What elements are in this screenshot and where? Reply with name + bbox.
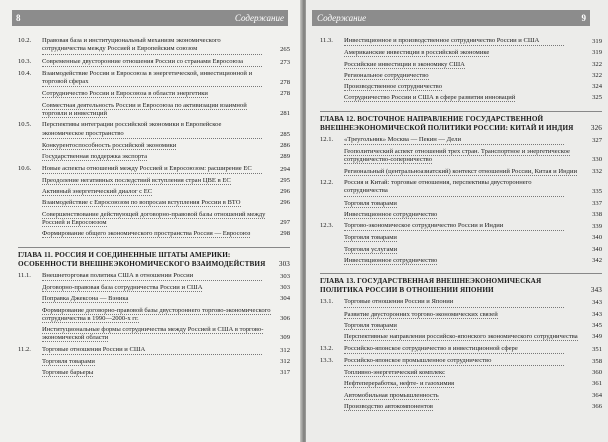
toc-subsection-entry[interactable] <box>18 369 290 377</box>
section-number: 11.2. <box>18 345 31 353</box>
toc-subsection-entry[interactable] <box>18 142 290 150</box>
page-ref: 358 <box>592 357 602 365</box>
page-ref: 285 <box>280 130 290 138</box>
toc-subsection-entry[interactable] <box>18 230 290 238</box>
section-number: 11.3. <box>320 37 333 44</box>
subsection-title: Поправка Джексона — Вэника <box>42 295 129 303</box>
right-toc <box>320 34 602 411</box>
section-number: 11.1. <box>18 271 31 279</box>
page-ref: 342 <box>592 257 602 265</box>
section-number: 13.3. <box>320 356 334 364</box>
page-ref: 303 <box>280 283 290 291</box>
section-title: Торгово-экономическое сотрудничество России и Индии <box>344 222 564 231</box>
subsection-title: Конкурентоспособность российской экономики <box>42 141 177 149</box>
page-ref: 343 <box>592 299 602 307</box>
header-title: Содержание <box>317 13 367 23</box>
section-title: «Треугольник» Москва — Пекин — Дели <box>344 136 564 145</box>
section-title: Новые аспекты отношений между Россией и Евросоюзом: расширение ЕС <box>42 165 262 174</box>
toc-subsection-entry[interactable] <box>18 153 290 161</box>
section-number: 10.4. <box>18 69 32 77</box>
toc-subsection-entry[interactable] <box>18 307 290 324</box>
page-number: 8 <box>16 13 21 23</box>
toc-subsection-entry[interactable] <box>320 49 602 57</box>
subsection-title: Сотрудничество России и Евросоюза в области энергетики <box>42 90 208 98</box>
left-page <box>0 0 302 442</box>
left-page-header <box>12 10 288 26</box>
page-ref: 295 <box>280 176 290 184</box>
toc-subsection-entry[interactable] <box>18 90 290 98</box>
left-toc <box>18 34 290 378</box>
page-ref: 343 <box>592 310 602 318</box>
subsection-title: Институциональные формы сотрудничества между Россией и США в торгово-экономической области <box>42 326 264 342</box>
toc-chapter-heading[interactable] <box>320 111 602 133</box>
page-ref: 340 <box>592 245 602 253</box>
toc-subsection-entry[interactable] <box>320 83 602 91</box>
page-ref: 303 <box>278 259 290 268</box>
toc-section-entry[interactable] <box>18 272 290 281</box>
page-ref: 312 <box>280 346 290 354</box>
section-title: Российско-японское промышленное сотрудничество <box>344 357 564 366</box>
page-ref: 340 <box>592 234 602 242</box>
page-ref: 306 <box>280 314 290 322</box>
section-title: Современные двусторонние отношения России со странами Евросоюза <box>42 58 262 67</box>
subsection-title: Совершенствование действующей договорно-правовой базы отношений между Россией и Евросоюзом <box>42 210 266 227</box>
toc-subsection-entry[interactable] <box>320 200 602 208</box>
toc-chapter-heading[interactable] <box>18 247 290 269</box>
toc-section-entry[interactable] <box>18 346 290 355</box>
toc-subsection-entry[interactable] <box>18 326 290 343</box>
page-ref: 330 <box>592 156 602 164</box>
toc-subsection-entry[interactable] <box>18 199 290 207</box>
section-title: Инвестиционное и производственное сотрудничество России и США <box>344 37 564 46</box>
subsection-title: Производство автокомпонентов <box>344 403 434 411</box>
page-ref: 297 <box>280 219 290 227</box>
subsection-title: Развитие двусторонних торгово-экономических связей <box>344 310 498 318</box>
section-title: Торговые отношения России и США <box>42 346 262 355</box>
page-ref: 332 <box>592 167 602 175</box>
page-ref: 327 <box>592 136 602 144</box>
toc-subsection-entry[interactable] <box>320 369 602 377</box>
page-ref: 294 <box>280 165 290 173</box>
page-ref: 286 <box>280 141 290 149</box>
toc-subsection-entry[interactable] <box>320 246 602 254</box>
subsection-title: Активный энергетический диалог с ЕС <box>42 188 153 196</box>
chapter-title: ГЛАВА 12. ВОСТОЧНОЕ НАПРАВЛЕНИЕ ГОСУДАРСТВЕННОЙ ВНЕШНЕЭКОНОМИЧЕСКОЙ ПОЛИТИКИ РОССИИ: КИТАЙ И ИНДИЯ <box>320 114 574 132</box>
page-ref: 309 <box>280 334 290 342</box>
subsection-title: Перспективные направления российско-японского экономического сотрудничества <box>344 333 578 341</box>
page-ref: 351 <box>592 345 602 353</box>
subsection-title: Американские инвестиции в российской экономике <box>344 49 490 57</box>
subsection-title: Геополитический аспект отношений трех стран. Транспортное и энергетическое сотрудничество-соперничество <box>344 148 570 164</box>
page-ref: 360 <box>592 369 602 377</box>
section-title: Перспективы интеграции российской экономики в Европейское экономическое пространство <box>42 121 262 139</box>
toc-section-entry[interactable] <box>320 136 602 145</box>
toc-section-entry[interactable] <box>320 37 602 46</box>
subsection-title: Топливно-энергетический комплекс <box>344 369 446 377</box>
section-number: 12.2. <box>320 178 334 186</box>
page-ref: 304 <box>280 295 290 303</box>
right-page-header <box>312 10 590 26</box>
subsection-title: Инвестиционное сотрудничество <box>344 257 438 265</box>
toc-section-entry[interactable] <box>18 37 290 55</box>
page-ref: 312 <box>280 358 290 366</box>
page-number: 9 <box>581 13 586 23</box>
toc-section-entry[interactable] <box>18 70 290 88</box>
section-title: Правовая база и институциональный механизм экономического сотрудничества между Россией и Европейским союзом <box>42 37 262 55</box>
subsection-title: Государственная поддержка экспорта <box>42 153 147 161</box>
subsection-title: Торговля товарами <box>42 358 95 366</box>
toc-chapter-heading[interactable] <box>320 273 602 295</box>
toc-section-entry[interactable] <box>320 345 602 354</box>
toc-section-entry[interactable] <box>320 298 602 307</box>
subsection-title: Преодоление негативных последствий вступления стран ЦВЕ в ЕС <box>42 176 231 184</box>
subsection-title: Взаимодействие с Евросоюзом по вопросам вступления России в ВТО <box>42 199 241 207</box>
page-ref: 296 <box>280 188 290 196</box>
page-ref: 335 <box>592 188 602 196</box>
section-number: 10.2. <box>18 37 32 44</box>
subsection-title: Торговые барьеры <box>42 369 94 377</box>
page-ref: 322 <box>592 60 602 68</box>
subsection-title: Производственное сотрудничество <box>344 83 443 91</box>
subsection-title: Инвестиционное сотрудничество <box>344 210 438 218</box>
page-ref: 303 <box>280 272 290 280</box>
subsection-title: Российские инвестиции в экономику США <box>344 60 465 68</box>
page-ref: 349 <box>592 333 602 341</box>
toc-subsection-entry[interactable] <box>18 284 290 292</box>
toc-subsection-entry[interactable] <box>18 102 290 119</box>
page-ref: 337 <box>592 199 602 207</box>
section-title: Внешнеторговая политика США в отношении России <box>42 272 262 281</box>
chapter-title: ГЛАВА 11. РОССИЯ И СОЕДИНЕННЫЕ ШТАТЫ АМЕРИКИ: ОСОБЕННОСТИ ВНЕШНЕЭКОНОМИЧЕСКОГО ВЗАИМОДЕЙСТВИЯ <box>18 250 266 268</box>
toc-subsection-entry[interactable] <box>320 168 602 176</box>
page-ref: 298 <box>280 230 290 238</box>
section-number: 12.3. <box>320 222 334 230</box>
section-number: 13.1. <box>320 298 334 306</box>
chapter-title: ГЛАВА 13. ГОСУДАРСТВЕННАЯ ВНЕШНЕЭКОНОМИЧЕСКАЯ ПОЛИТИКА РОССИИ В ОТНОШЕНИИ ЯПОНИИ <box>320 277 542 295</box>
subsection-title: Совместная деятельность России и Евросоюза по активизации взаимной торговли и инвестиций <box>42 101 247 118</box>
section-number: 10.3. <box>18 57 32 65</box>
page-ref: 273 <box>280 58 290 66</box>
toc-subsection-entry[interactable] <box>18 177 290 185</box>
toc-subsection-entry[interactable] <box>320 234 602 242</box>
toc-section-entry[interactable] <box>320 357 602 366</box>
subsection-title: Торговля товарами <box>344 199 397 207</box>
page-ref: 338 <box>592 210 602 218</box>
toc-subsection-entry[interactable] <box>18 295 290 303</box>
toc-subsection-entry[interactable] <box>320 322 602 330</box>
page-ref: 281 <box>280 110 290 118</box>
toc-section-entry[interactable] <box>18 121 290 139</box>
subsection-title: Формирование общего экономического пространства Россия — Евросоюз <box>42 230 251 238</box>
page-ref: 339 <box>592 223 602 231</box>
toc-subsection-entry[interactable] <box>320 148 602 165</box>
section-number: 13.2. <box>320 344 334 352</box>
subsection-title: Торговля услугами <box>344 245 398 253</box>
toc-section-entry[interactable] <box>320 222 602 231</box>
page-ref: 364 <box>592 391 602 399</box>
header-title: Содержание <box>234 13 284 23</box>
page-ref: 265 <box>280 46 290 54</box>
page-ref: 343 <box>590 286 602 295</box>
page-ref: 345 <box>592 321 602 329</box>
section-number: 10.6. <box>18 164 32 172</box>
section-title: Российско-японское сотрудничество в инвестиционной сфере <box>344 345 564 354</box>
subsection-title: Региональное сотрудничество <box>344 71 429 79</box>
subsection-title: Автомобильная промышленность <box>344 391 439 399</box>
toc-subsection-entry[interactable] <box>320 333 602 341</box>
toc-subsection-entry[interactable] <box>18 188 290 196</box>
section-title: Взаимодействие России и Евросоюза в энергетической, инвестиционной и торговой сферах <box>42 70 262 88</box>
toc-subsection-entry[interactable] <box>320 61 602 69</box>
page-ref: 366 <box>592 403 602 411</box>
section-number: 12.1. <box>320 135 334 143</box>
toc-subsection-entry[interactable] <box>320 94 602 102</box>
toc-subsection-entry[interactable] <box>320 211 602 219</box>
section-number: 10.5. <box>18 121 32 129</box>
subsection-title: Региональный (центральноазиатский) контекст отношений России, Китая и Индии <box>344 167 578 175</box>
toc-subsection-entry[interactable] <box>18 211 290 228</box>
subsection-title: Договорно-правовая база сотрудничества России и США <box>42 283 203 291</box>
page-ref: 278 <box>280 90 290 98</box>
page-ref: 326 <box>590 123 602 132</box>
subsection-title: Нефтепереработка, нефте- и газохимия <box>344 380 455 388</box>
page-ref: 319 <box>592 49 602 57</box>
section-title: Россия и Китай: торговые отношения, перспективы двустороннего сотрудничества <box>344 179 564 197</box>
subsection-title: Торговля товарами <box>344 234 397 242</box>
page-ref: 322 <box>592 71 602 79</box>
page-ref: 296 <box>280 199 290 207</box>
subsection-title: Торговля товарами <box>344 321 397 329</box>
page-ref: 325 <box>592 94 602 102</box>
subsection-title: Формирование договорно-правовой базы двустороннего торгово-экономического сотрудничества в 1990—2000-х гг. <box>42 306 271 322</box>
toc-subsection-entry[interactable] <box>320 403 602 411</box>
page-ref: 289 <box>280 153 290 161</box>
toc-subsection-entry[interactable] <box>18 358 290 366</box>
right-page <box>306 0 608 442</box>
page-ref: 319 <box>592 38 602 45</box>
toc-section-entry[interactable] <box>18 58 290 67</box>
toc-section-entry[interactable] <box>320 179 602 197</box>
page-ref: 324 <box>592 83 602 91</box>
toc-subsection-entry[interactable] <box>320 380 602 388</box>
toc-subsection-entry[interactable] <box>320 311 602 319</box>
toc-subsection-entry[interactable] <box>320 257 602 265</box>
page-ref: 317 <box>280 369 290 377</box>
page-ref: 361 <box>592 380 602 388</box>
page-ref: 278 <box>280 79 290 87</box>
subsection-title: Сотрудничество России и США в сфере развития инноваций <box>344 94 516 102</box>
toc-subsection-entry[interactable] <box>320 72 602 80</box>
toc-subsection-entry[interactable] <box>320 392 602 400</box>
toc-section-entry[interactable] <box>18 165 290 174</box>
section-title: Торговые отношения России и Японии <box>344 298 564 307</box>
